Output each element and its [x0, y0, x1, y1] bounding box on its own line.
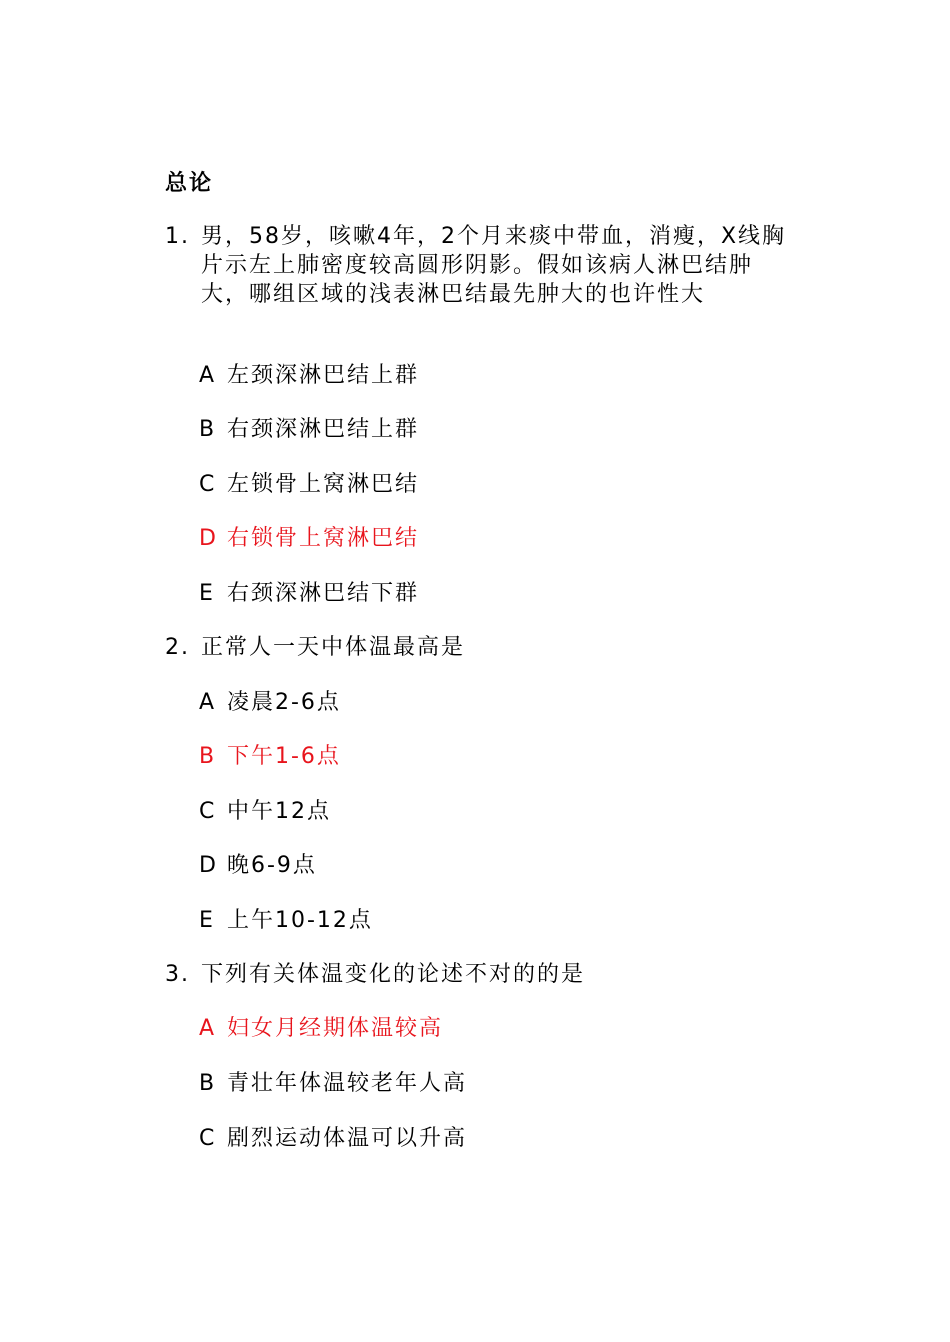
question-text: 男，58岁，咳嗽4年，2个月来痰中带血，消瘦，X线胸片示左上肺密度较高圆形阴影。假如该病人淋巴结肿大，哪组区域的浅表淋巴结最先肿大的也许性大 [201, 224, 787, 307]
option-1e [199, 579, 419, 608]
question-1 [165, 222, 795, 309]
option-3b [199, 1069, 467, 1098]
option-text: 左锁骨上窝淋巴结 [227, 472, 420, 497]
option-letter: D [199, 526, 218, 551]
option-text: 中午12点 [227, 799, 331, 824]
option-text: 青壮年体温较老年人高 [227, 1071, 468, 1096]
option-3c [199, 1124, 467, 1153]
option-letter: A [199, 1016, 217, 1041]
option-text: 上午10-12点 [227, 908, 373, 933]
option-text: 凌晨2-6点 [227, 690, 341, 715]
option-1a [199, 361, 419, 390]
question-number: 3. [165, 962, 190, 987]
option-1c [199, 470, 419, 499]
option-text: 妇女月经期体温较高 [227, 1016, 444, 1041]
option-letter: A [199, 690, 217, 715]
option-letter: A [199, 363, 217, 388]
option-2b-correct [199, 742, 341, 771]
option-2a [199, 688, 341, 717]
option-letter: E [199, 581, 215, 606]
question-number: 2. [165, 635, 190, 660]
option-3a-correct [199, 1014, 443, 1043]
option-letter: B [199, 744, 217, 769]
option-text: 右锁骨上窝淋巴结 [227, 526, 420, 551]
option-text: 下午1-6点 [227, 744, 341, 769]
option-text: 右颈深淋巴结上群 [227, 417, 420, 442]
option-text: 晚6-9点 [227, 853, 317, 878]
question-text: 下列有关体温变化的论述不对的的是 [201, 962, 586, 987]
section-heading: 总论 [165, 171, 214, 196]
option-letter: C [199, 1126, 217, 1151]
option-letter: D [199, 853, 218, 878]
option-text: 右颈深淋巴结下群 [227, 581, 420, 606]
question-number: 1. [165, 224, 190, 249]
option-2d [199, 851, 317, 880]
option-1d-correct [199, 524, 419, 553]
option-letter: B [199, 417, 217, 442]
option-2c [199, 797, 331, 826]
option-letter: E [199, 908, 215, 933]
option-text: 左颈深淋巴结上群 [227, 363, 420, 388]
question-2 [165, 633, 795, 662]
option-letter: C [199, 472, 217, 497]
option-letter: B [199, 1071, 217, 1096]
option-text: 剧烈运动体温可以升高 [227, 1126, 468, 1151]
option-2e [199, 906, 373, 935]
question-3 [165, 960, 795, 989]
question-text: 正常人一天中体温最高是 [201, 635, 466, 660]
option-letter: C [199, 799, 217, 824]
option-1b [199, 415, 419, 444]
